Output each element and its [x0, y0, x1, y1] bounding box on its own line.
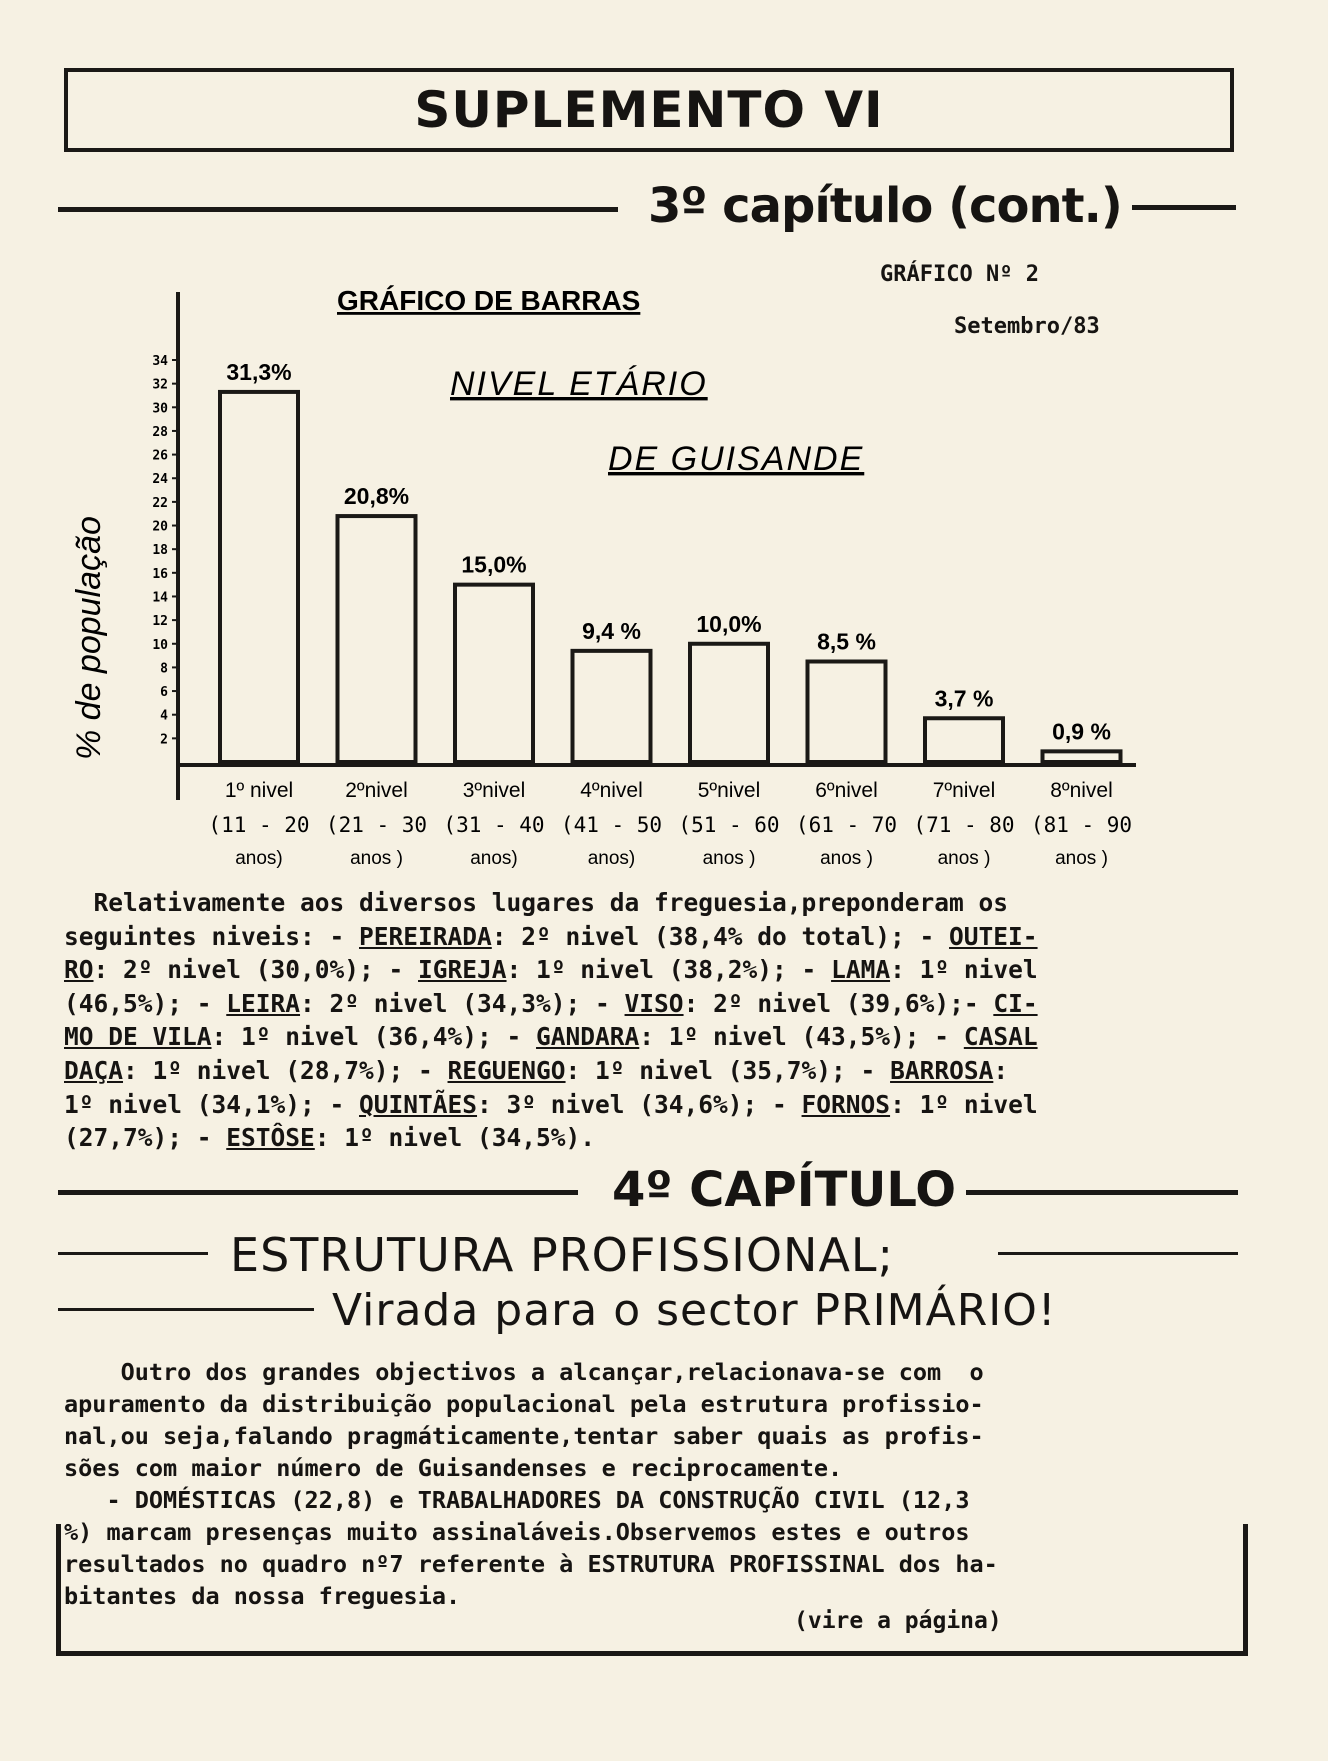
y-tick-label: 8 [160, 661, 168, 677]
place-name: VISO [624, 988, 684, 1018]
y-tick-label: 30 [152, 401, 168, 417]
x-range-label: (21 - 30 [325, 813, 428, 837]
place-name: GANDARA [536, 1022, 640, 1052]
text-run: : 2º nivel (30,0%); - [93, 955, 419, 985]
text-run: : 1º nivel (34,5%). [314, 1123, 596, 1153]
text-line: bitantes da nossa freguesia. [64, 1582, 461, 1610]
x-category-label: 2ºnivel [345, 779, 408, 802]
x-range-label: (31 - 40 [443, 813, 545, 837]
x-anos-label: anos ) [820, 848, 873, 869]
chart-subtitle-line2: DE GUISANDE [608, 440, 865, 478]
bar [573, 651, 651, 762]
y-tick-label: 12 [152, 614, 168, 630]
text-line: resultados no quadro nº7 referente à ESTRUTURA PROFISSINAL dos ha- [64, 1550, 998, 1578]
text-run: : [993, 1055, 1009, 1085]
bar [455, 585, 533, 762]
text-run: : 2º nivel (34,3%); - [300, 988, 625, 1018]
text-run: : 2º nivel (38,4% do total); - [491, 921, 950, 951]
graph-date: Setembro/83 [954, 314, 1100, 339]
bar-value-label: 10,0% [696, 610, 762, 637]
chart-y-axis-label: % de população [70, 516, 108, 760]
x-anos-label: anos ) [350, 848, 403, 869]
x-category-label: 5ºnivel [697, 779, 761, 802]
bar [220, 392, 298, 762]
x-anos-label: anos ) [1055, 848, 1108, 869]
chapter3-heading: 3º capítulo (cont.) [648, 178, 1122, 234]
places-paragraph [64, 886, 1244, 1155]
bottom-bracket [56, 1524, 1248, 1656]
bar-value-label: 0,9 % [1052, 718, 1111, 745]
y-tick-label: 24 [152, 472, 168, 488]
text-run: : 1º nivel (36,4%); - [211, 1022, 537, 1052]
x-category-label: 6ºnivel [815, 779, 878, 802]
x-category-label: 3ºnivel [462, 779, 526, 802]
x-category-label: 1º nivel [224, 779, 294, 802]
y-tick-label: 28 [152, 424, 168, 440]
x-anos-label: anos ) [702, 848, 756, 869]
text-line: - DOMÉSTICAS (22,8) e TRABALHADORES DA CONSTRUÇÃO CIVIL (12,3 [64, 1486, 970, 1514]
bar-chart [60, 270, 1210, 870]
x-category-label: 7ºnivel [932, 779, 996, 802]
text-run: : 2º nivel (39,6%);- [683, 988, 994, 1018]
chapter4-subtitle1: ESTRUTURA PROFISSIONAL; [230, 1228, 895, 1282]
text-run: (46,5%); - [64, 988, 227, 1018]
place-name: OUTEI- [949, 921, 1038, 951]
x-range-label: (81 - 90 [1030, 813, 1133, 837]
x-range-label: (51 - 60 [678, 813, 780, 837]
y-tick-label: 10 [152, 637, 168, 653]
text-run: : 1º nivel [890, 955, 1038, 985]
supplement-title: SUPLEMENTO VI [414, 81, 884, 139]
y-tick-label: 6 [160, 685, 168, 701]
x-range-label: (71 - 80 [913, 813, 1015, 837]
bar-value-label: 31,3% [226, 358, 292, 385]
place-name: LAMA [831, 955, 891, 985]
turn-page-note: (vire a página) [794, 1608, 1002, 1634]
x-anos-label: anos) [470, 848, 518, 869]
bar-value-label: 20,8% [343, 483, 410, 510]
text-line: sões com maior número de Guisandenses e reciprocamente. [64, 1454, 843, 1482]
place-name: ESTÔSE [226, 1123, 315, 1153]
place-name: REGUENGO [447, 1055, 566, 1085]
bar [690, 644, 768, 762]
text-run: 1º nivel (34,1%); - [64, 1089, 360, 1119]
y-tick-label: 22 [152, 495, 168, 511]
chart-title: GRÁFICO DE BARRAS [337, 285, 641, 316]
text-run: : 1º nivel [890, 1089, 1038, 1119]
y-tick-label: 4 [160, 708, 168, 724]
y-tick-label: 14 [152, 590, 168, 606]
divider-line [966, 1190, 1238, 1195]
divider-line [58, 1252, 208, 1255]
place-name: DAÇA [64, 1055, 124, 1085]
chart-x-labels [208, 779, 1132, 869]
place-name: LEIRA [226, 988, 301, 1018]
place-name: RO [64, 955, 94, 985]
text-line: Outro dos grandes objectivos a alcançar,relacionava-se com o [64, 1358, 984, 1386]
chart-value-labels [226, 359, 1111, 744]
header-box [64, 68, 1234, 152]
x-anos-label: anos ) [937, 848, 991, 869]
bar [338, 516, 416, 762]
divider-line [58, 1308, 314, 1311]
x-anos-label: anos) [235, 848, 283, 869]
x-range-label: (41 - 50 [560, 813, 663, 837]
x-range-label: (61 - 70 [795, 813, 898, 837]
divider-line [58, 207, 618, 212]
x-anos-label: anos) [587, 848, 636, 869]
text-line: %) marcam presenças muito assinaláveis.Observemos estes e outros [64, 1518, 970, 1546]
text-run: (27,7%); - [64, 1123, 227, 1153]
text-line: Relativamente aos diversos lugares da freguesia,preponderam os [64, 888, 1009, 917]
divider-line [58, 1190, 578, 1195]
place-name: MO DE VILA [64, 1022, 212, 1052]
place-name: BARROSA [890, 1055, 994, 1085]
chart-subtitle-line1: NIVEL ETÁRIO [450, 365, 708, 403]
x-category-label: 8ºnivel [1050, 779, 1113, 802]
x-range-label: (11 - 20 [208, 813, 310, 837]
place-name: IGREJA [418, 955, 507, 985]
y-tick-label: 26 [152, 448, 168, 464]
y-tick-label: 34 [152, 354, 168, 369]
bar [1043, 751, 1121, 762]
y-tick-label: 20 [152, 519, 168, 535]
text-run: : 1º nivel (28,7%); - [123, 1055, 448, 1085]
bar-value-label: 3,7 % [934, 685, 994, 712]
chapter4-subtitle2: Virada para o sector PRIMÁRIO! [332, 1285, 1057, 1336]
text-run: : 1º nivel (43,5%); - [639, 1022, 964, 1052]
graph-number: GRÁFICO Nº 2 [880, 262, 1039, 287]
y-tick-label: 32 [152, 377, 168, 393]
place-name: FORNOS [801, 1089, 891, 1119]
place-name: QUINTÃES [359, 1089, 478, 1119]
y-tick-label: 2 [160, 732, 168, 748]
bar [925, 718, 1003, 762]
text-run: : 3º nivel (34,6%); - [477, 1089, 802, 1119]
bar-value-label: 15,0% [461, 551, 527, 578]
bar-value-label: 9,4 % [582, 617, 641, 644]
text-run: : 1º nivel (38,2%); - [506, 955, 832, 985]
chapter4-heading: 4º CAPÍTULO [612, 1162, 956, 1218]
y-tick-label: 16 [152, 566, 168, 582]
bar-value-label: 8,5 % [817, 628, 876, 655]
text-line: apuramento da distribuição populacional pela estrutura profissio- [64, 1390, 984, 1418]
divider-line [998, 1252, 1238, 1255]
divider-line [1132, 205, 1236, 210]
text-line: nal,ou seja,falando pragmáticamente,tentar saber quais as profis- [64, 1422, 984, 1450]
y-tick-label: 18 [152, 543, 168, 559]
text-run: seguintes niveis: - [64, 921, 360, 951]
place-name: CI- [993, 988, 1038, 1018]
text-run: : 1º nivel (35,7%); - [565, 1055, 891, 1085]
place-name: PEREIRADA [359, 921, 492, 951]
place-name: CASAL [963, 1022, 1038, 1052]
bar [808, 662, 886, 763]
x-category-label: 4ºnivel [580, 779, 643, 802]
